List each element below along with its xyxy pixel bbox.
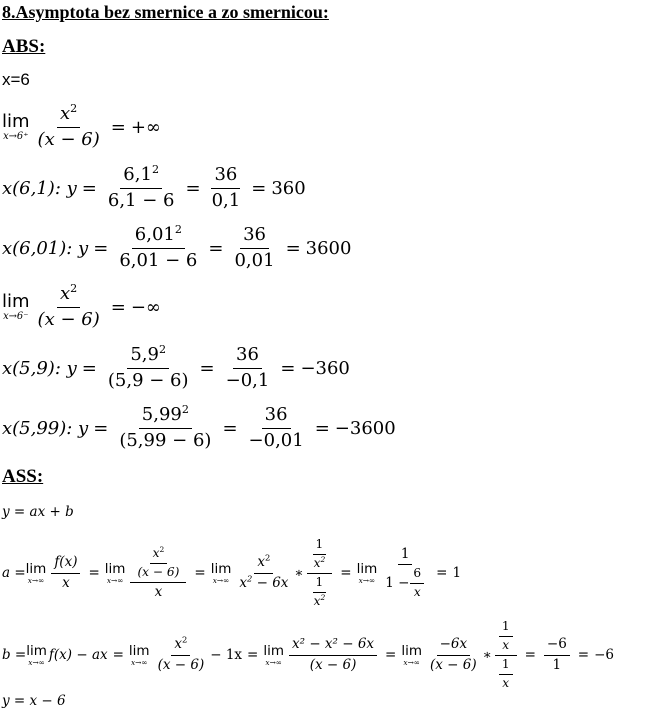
eval-row-5-9: x(5,9): y = $\frac{5,9^2}{(5,9 - 6)}$ = $\frac{36}{-0,1}$ = −360: [2, 343, 350, 391]
lim-operator: lim x→6⁺: [2, 111, 30, 143]
eval-row-5-99: x(5,99): y = $\frac{5,99^2}{(5,99 - 6)}$ = $\frac{36}{-0,01}$ = −3600: [2, 403, 396, 451]
limit-right: lim x→6⁺ $\frac{x^2}{(x - 6)}$ = +∞: [2, 102, 161, 150]
eval-row-6-01: x(6,01): y = $\frac{6,01^2}{6,01 - 6}$ = $\frac{36}{0,01}$ = 3600: [2, 223, 352, 271]
lim-operator: lim x→6⁻: [2, 291, 30, 323]
page-title: 8.Asymptota bez smernice a zo smernicou:: [2, 2, 329, 22]
limit-result: +∞: [130, 116, 161, 138]
limit-result: −∞: [130, 296, 161, 318]
final-asymptote: y = x − 6: [2, 693, 66, 709]
fraction: $\frac{x^2}{(x - 6)}$: [37, 102, 100, 150]
intercept-b-derivation: b = lim x→∞ f(x) − ax = lim x→∞ $\frac{x^2}{(x - 6)}$ − 1x = lim x→∞ $\frac{\text{x² − x² − 6x}}{(x - 6)}$ = lim x→∞ $\frac{-6x}{(x - 6)}$ ∗ $\frac{\frac{1}{x}}{\frac{1}{x}}$ = $\frac{-6}{1}$ = −6: [2, 619, 615, 690]
asymptote-x-value: x=6: [2, 70, 30, 89]
abs-heading: ABS:: [2, 36, 46, 57]
ass-general-form: y = ax + b: [2, 504, 74, 520]
eval-row-6-1: x(6,1): y = $\frac{6,1^2}{6,1 - 6}$ = $\frac{36}{0,1}$ = 360: [2, 163, 306, 211]
slope-a-derivation: a = lim x→∞ $\frac{f(x)}{x}$ = lim x→∞ $\frac{\frac{x^2}{(x - 6)}}{x}$ = lim x→∞ $\frac{x^2}{x^2 - 6x}$ ∗ $\frac{\frac{1}{x^2}}{\frac{1}{x^2}}$ = lim x→∞ 1 1 − $\frac{6}{x}$ = 1: [2, 537, 462, 608]
limit-left: lim x→6⁻ $\frac{x^2}{(x - 6)}$ = −∞: [2, 282, 161, 330]
ass-heading: ASS:: [2, 466, 44, 487]
